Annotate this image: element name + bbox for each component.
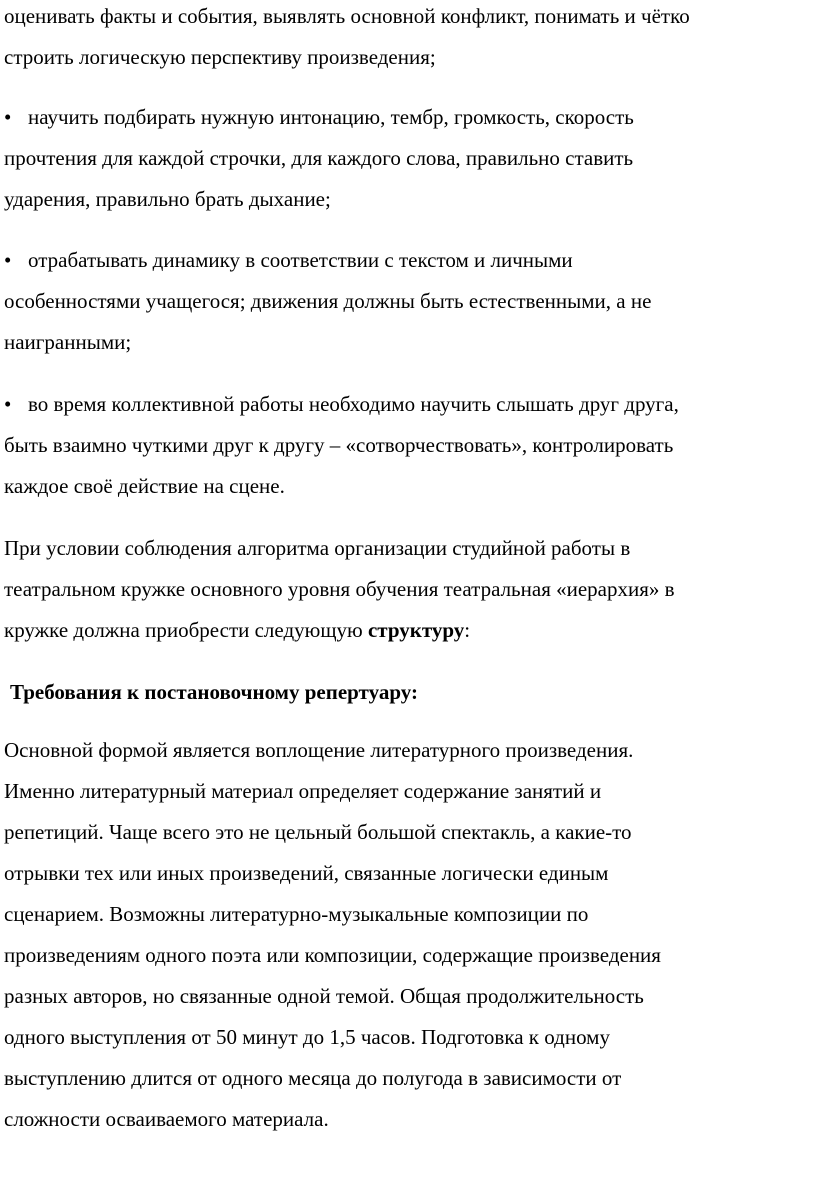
text-line: во время коллективной работы необходимо научить слышать друг друга,: [28, 392, 679, 416]
text-line: отрабатывать динамику в соответствии с текстом и личными: [28, 248, 573, 272]
text-line-with-bold: [4, 610, 812, 651]
text-line: быть взаимно чуткими друг к другу – «сотворчествовать», контролировать: [4, 433, 674, 457]
text-line: ударения, правильно брать дыхание;: [4, 187, 331, 211]
text-line: разных авторов, но связанные одной темой. Общая продолжительность: [4, 984, 644, 1008]
text-line: оценивать факты и события, выявлять основной конфликт, понимать и чётко: [4, 4, 690, 28]
text-line: Основной формой является воплощение литературного произведения.: [4, 738, 634, 762]
text-line: наигранными;: [4, 330, 132, 354]
text-line: Именно литературный материал определяет содержание занятий и: [4, 779, 602, 803]
text-line: театральном кружке основного уровня обучения театральная «иерархия» в: [4, 577, 675, 601]
section-heading: Требования к постановочному репертуару:: [10, 680, 418, 704]
bullet-item: [4, 97, 812, 220]
paragraph-continuation: [4, 0, 812, 78]
text-segment: кружке должна приобрести следующую: [4, 618, 368, 642]
paragraph-repertoire: [4, 730, 812, 1140]
text-line: произведениям одного поэта или композиции, содержащие произведения: [4, 943, 661, 967]
text-line: особенностями учащегося; движения должны быть естественными, а не: [4, 289, 652, 313]
text-line: научить подбирать нужную интонацию, тембр, громкость, скорость: [28, 105, 634, 129]
text-line: сложности осваиваемого материала.: [4, 1107, 329, 1131]
text-line: каждое своё действие на сцене.: [4, 474, 285, 498]
bullet-icon: •: [4, 105, 12, 129]
bullet-item: [4, 240, 812, 363]
text-line: При условии соблюдения алгоритма организации студийной работы в: [4, 536, 631, 560]
bullet-first-line: [4, 240, 812, 281]
bullet-icon: •: [4, 392, 12, 416]
bullet-item: [4, 384, 812, 507]
bullet-first-line: [4, 97, 812, 138]
text-line: прочтения для каждой строчки, для каждого слова, правильно ставить: [4, 146, 634, 170]
text-line: строить логическую перспективу произведения;: [4, 45, 436, 69]
text-line: одного выступления от 50 минут до 1,5 часов. Подготовка к одному: [4, 1025, 610, 1049]
bullet-icon: •: [4, 248, 12, 272]
bullet-first-line: [4, 384, 812, 425]
text-line: сценарием. Возможны литературно-музыкальные композиции по: [4, 902, 589, 926]
bold-keyword: структуру: [367, 618, 465, 642]
paragraph-structure: [4, 528, 812, 651]
text-line: отрывки тех или иных произведений, связанные логически единым: [4, 861, 609, 885]
text-line: выступлению длится от одного месяца до полугода в зависимости от: [4, 1066, 622, 1090]
text-line: репетиций. Чаще всего это не цельный большой спектакль, а какие-то: [4, 820, 632, 844]
text-segment: :: [464, 618, 471, 642]
